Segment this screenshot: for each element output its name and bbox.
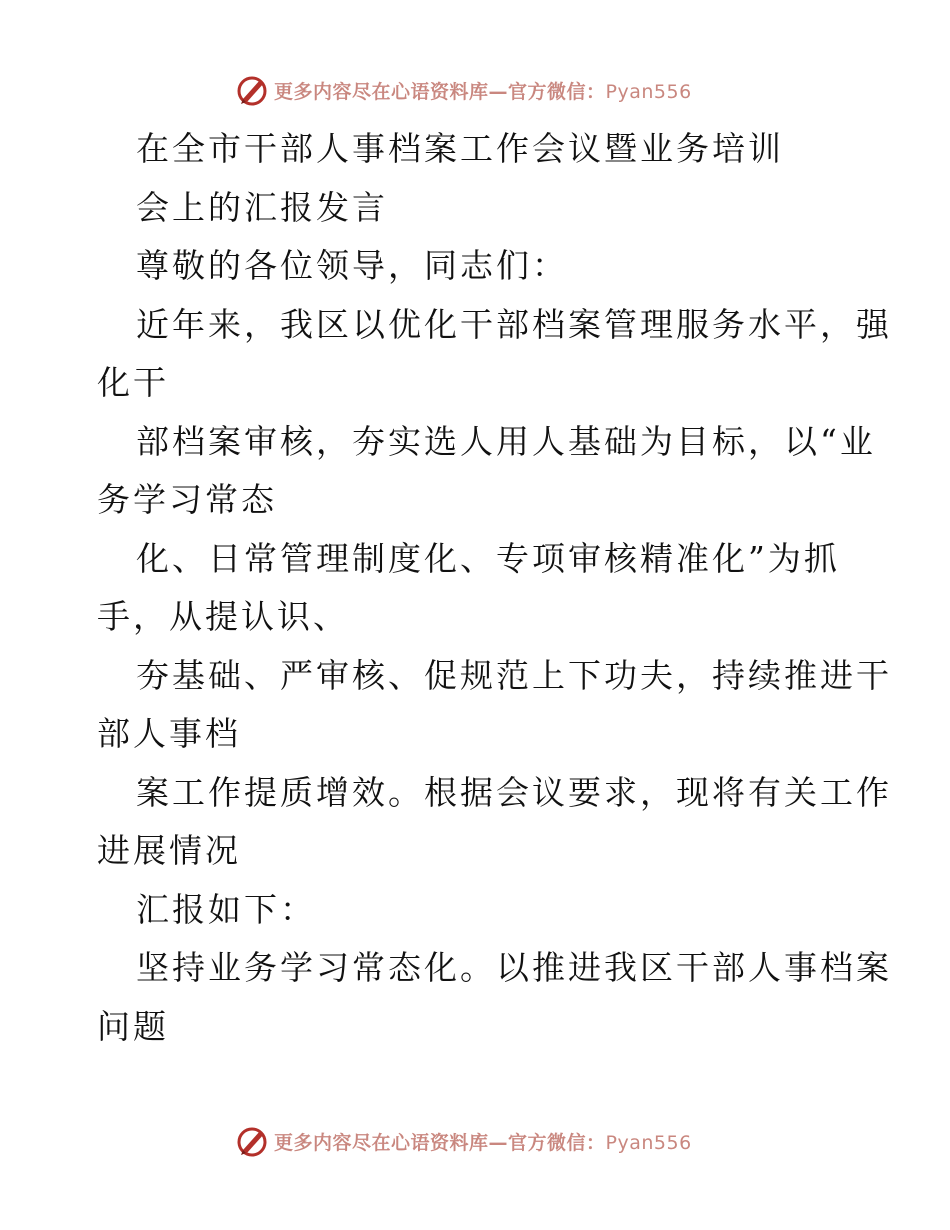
document-body (97, 120, 892, 1056)
paragraph-line: 化干 (97, 363, 169, 402)
watermark-footer (234, 1123, 692, 1159)
document-title-line-2: 会上的汇报发言 (136, 187, 388, 227)
paragraph-line: 问题 (97, 1006, 169, 1046)
paragraph-line: 部人事档 (97, 714, 241, 753)
watermark-header (234, 72, 692, 108)
watermark-text: 更多内容尽在心语资料库—官方微信：Pyan556 (274, 80, 692, 103)
paragraph-line: 坚持业务学习常态化。以推进我区干部人事档案 (136, 948, 892, 987)
watermark-text: 更多内容尽在心语资料库—官方微信：Pyan556 (274, 1131, 692, 1154)
paragraph-line: 手，从提认识、 (97, 597, 349, 636)
paragraph-line: 案工作提质增效。根据会议要求，现将有关工作 (136, 772, 892, 812)
paragraph-line: 务学习常态 (97, 480, 277, 519)
paragraph-line: 近年来，我区以优化干部档案管理服务水平，强 (136, 304, 892, 344)
paragraph-line: 汇报如下： (136, 889, 316, 929)
document-title-line-1: 在全市干部人事档案工作会议暨业务培训 (136, 129, 784, 168)
pen-seal-icon (234, 1123, 270, 1159)
paragraph-line: 化、日常管理制度化、专项审核精准化”为抓 (136, 538, 840, 578)
paragraph-line: 部档案审核，夯实选人用人基础为目标，以“业 (136, 421, 876, 461)
pen-seal-icon (234, 72, 270, 108)
paragraph-line: 进展情况 (97, 831, 241, 870)
salutation: 尊敬的各位领导，同志们： (136, 246, 568, 285)
paragraph-line: 夯基础、严审核、促规范上下功夫，持续推进干 (136, 655, 892, 695)
